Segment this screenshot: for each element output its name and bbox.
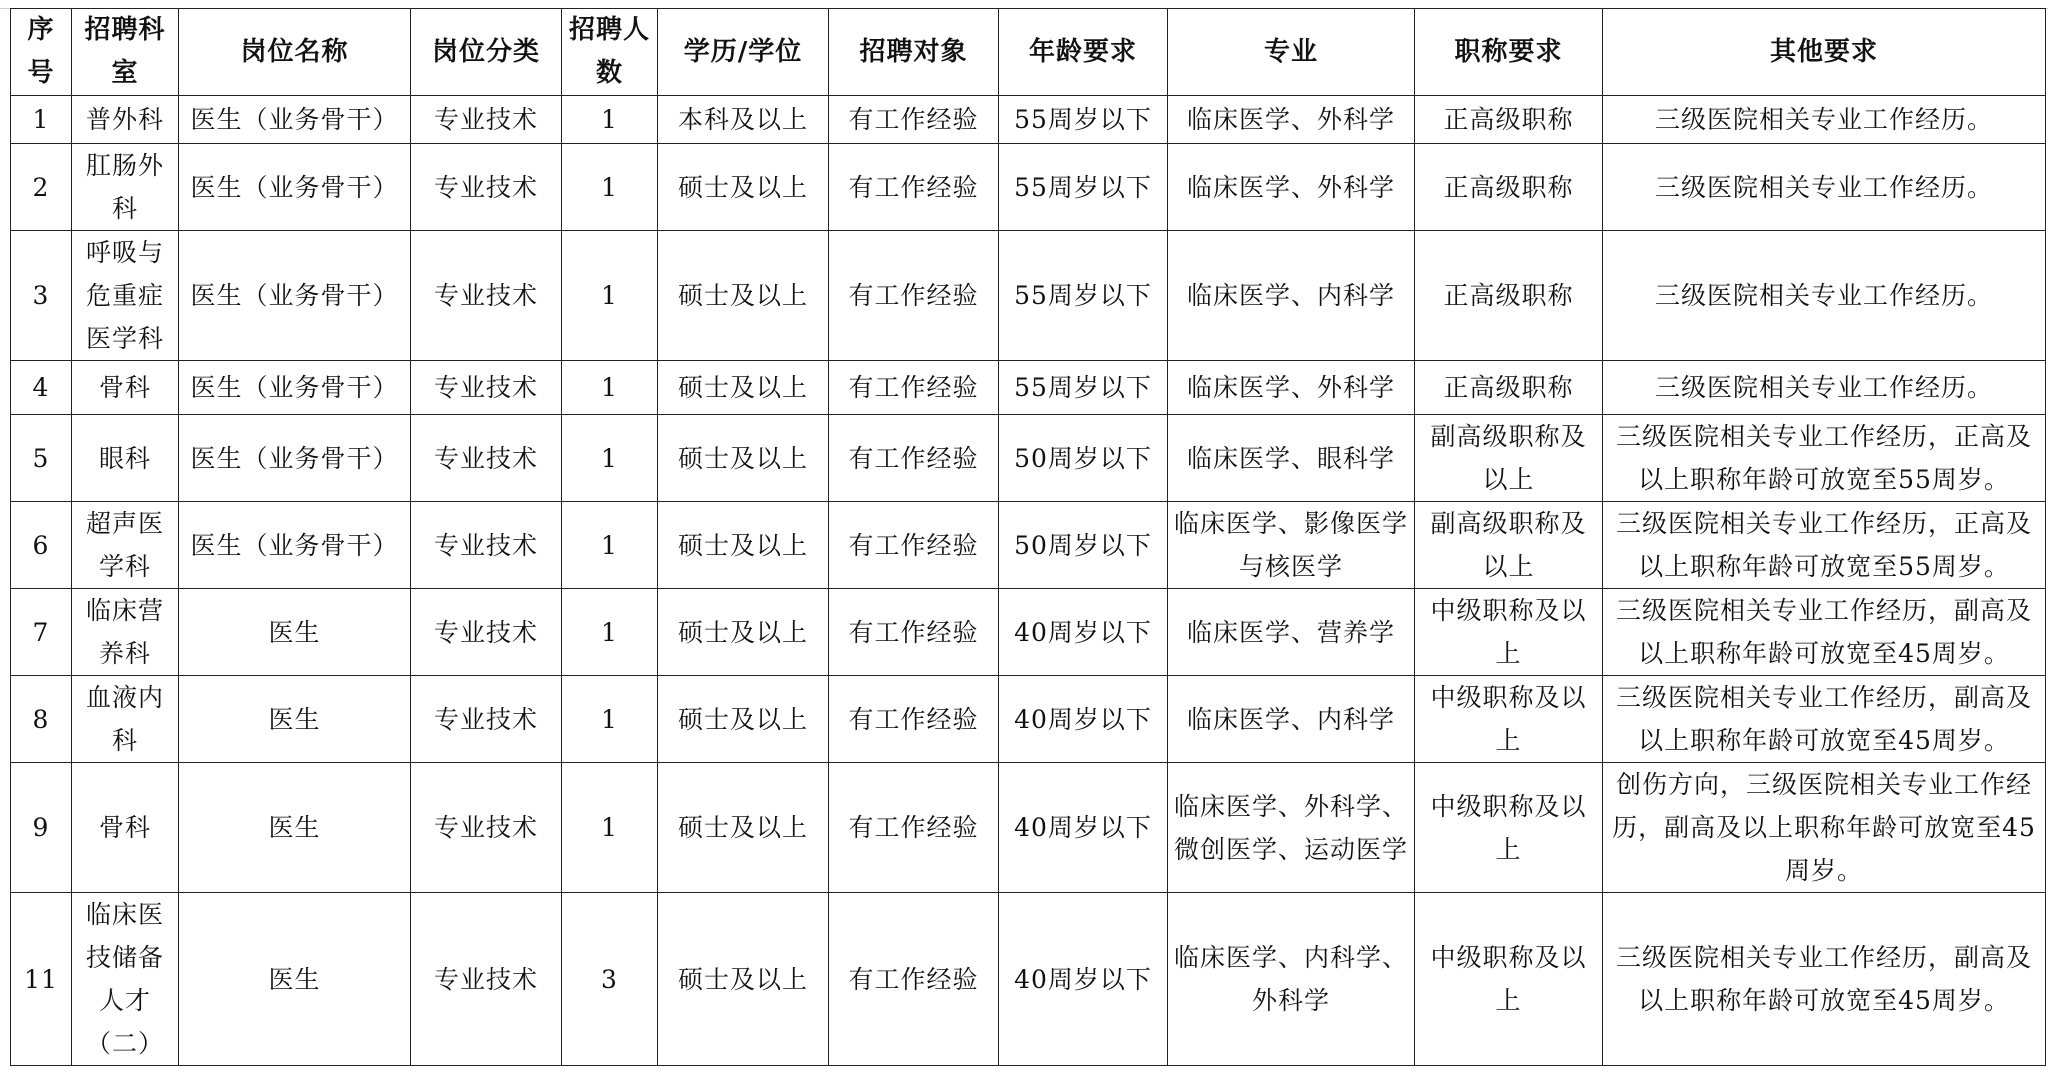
cell-no: 11	[11, 893, 72, 1066]
cell-other: 创伤方向，三级医院相关专业工作经历，副高及以上职称年龄可放宽至45周岁。	[1603, 763, 2046, 893]
cell-education: 硕士及以上	[658, 589, 829, 676]
cell-target: 有工作经验	[829, 96, 999, 144]
cell-title: 副高级职称及以上	[1415, 415, 1603, 502]
column-header: 招聘人数	[562, 9, 658, 96]
cell-dept: 普外科	[72, 96, 179, 144]
cell-title: 副高级职称及以上	[1415, 502, 1603, 589]
cell-category: 专业技术	[411, 144, 562, 231]
cell-category: 专业技术	[411, 361, 562, 415]
cell-other: 三级医院相关专业工作经历，副高及以上职称年龄可放宽至45周岁。	[1603, 589, 2046, 676]
cell-education: 硕士及以上	[658, 676, 829, 763]
cell-target: 有工作经验	[829, 502, 999, 589]
cell-other: 三级医院相关专业工作经历。	[1603, 144, 2046, 231]
table-row	[11, 144, 2046, 231]
column-header: 序号	[11, 9, 72, 96]
cell-dept: 呼吸与危重症医学科	[72, 231, 179, 361]
cell-age: 55周岁以下	[999, 96, 1168, 144]
cell-position: 医生	[179, 893, 411, 1066]
cell-no: 9	[11, 763, 72, 893]
table-row	[11, 502, 2046, 589]
cell-count: 1	[562, 361, 658, 415]
column-header: 其他要求	[1603, 9, 2046, 96]
cell-category: 专业技术	[411, 231, 562, 361]
cell-category: 专业技术	[411, 502, 562, 589]
cell-major: 临床医学、外科学	[1168, 144, 1415, 231]
cell-no: 5	[11, 415, 72, 502]
cell-position: 医生	[179, 589, 411, 676]
table-row	[11, 763, 2046, 893]
cell-major: 临床医学、内科学、外科学	[1168, 893, 1415, 1066]
cell-dept: 肛肠外科	[72, 144, 179, 231]
column-header: 专业	[1168, 9, 1415, 96]
cell-education: 硕士及以上	[658, 763, 829, 893]
table-row	[11, 361, 2046, 415]
table-row	[11, 676, 2046, 763]
cell-education: 硕士及以上	[658, 144, 829, 231]
cell-dept: 超声医学科	[72, 502, 179, 589]
cell-age: 50周岁以下	[999, 502, 1168, 589]
cell-major: 临床医学、外科学	[1168, 96, 1415, 144]
cell-category: 专业技术	[411, 96, 562, 144]
cell-age: 40周岁以下	[999, 676, 1168, 763]
cell-education: 硕士及以上	[658, 415, 829, 502]
cell-target: 有工作经验	[829, 144, 999, 231]
cell-category: 专业技术	[411, 763, 562, 893]
cell-count: 1	[562, 231, 658, 361]
cell-title: 正高级职称	[1415, 96, 1603, 144]
cell-count: 3	[562, 893, 658, 1066]
cell-other: 三级医院相关专业工作经历，副高及以上职称年龄可放宽至45周岁。	[1603, 676, 2046, 763]
cell-major: 临床医学、外科学	[1168, 361, 1415, 415]
cell-other: 三级医院相关专业工作经历。	[1603, 361, 2046, 415]
cell-category: 专业技术	[411, 589, 562, 676]
cell-dept: 骨科	[72, 361, 179, 415]
table-header	[11, 9, 2046, 96]
cell-count: 1	[562, 144, 658, 231]
cell-title: 中级职称及以上	[1415, 893, 1603, 1066]
cell-count: 1	[562, 763, 658, 893]
cell-title: 中级职称及以上	[1415, 763, 1603, 893]
cell-target: 有工作经验	[829, 763, 999, 893]
cell-category: 专业技术	[411, 415, 562, 502]
cell-title: 正高级职称	[1415, 361, 1603, 415]
column-header: 招聘对象	[829, 9, 999, 96]
cell-count: 1	[562, 589, 658, 676]
cell-education: 硕士及以上	[658, 893, 829, 1066]
cell-age: 40周岁以下	[999, 893, 1168, 1066]
cell-dept: 临床医技储备人才（二）	[72, 893, 179, 1066]
cell-other: 三级医院相关专业工作经历，正高及以上职称年龄可放宽至55周岁。	[1603, 502, 2046, 589]
cell-education: 本科及以上	[658, 96, 829, 144]
cell-count: 1	[562, 502, 658, 589]
cell-major: 临床医学、影像医学与核医学	[1168, 502, 1415, 589]
cell-major: 临床医学、内科学	[1168, 676, 1415, 763]
table-row	[11, 231, 2046, 361]
cell-other: 三级医院相关专业工作经历。	[1603, 231, 2046, 361]
cell-target: 有工作经验	[829, 676, 999, 763]
cell-no: 4	[11, 361, 72, 415]
cell-education: 硕士及以上	[658, 502, 829, 589]
cell-title: 中级职称及以上	[1415, 676, 1603, 763]
cell-major: 临床医学、外科学、微创医学、运动医学	[1168, 763, 1415, 893]
cell-category: 专业技术	[411, 676, 562, 763]
cell-other: 三级医院相关专业工作经历，副高及以上职称年龄可放宽至45周岁。	[1603, 893, 2046, 1066]
cell-dept: 骨科	[72, 763, 179, 893]
cell-no: 6	[11, 502, 72, 589]
column-header: 招聘科室	[72, 9, 179, 96]
cell-age: 55周岁以下	[999, 361, 1168, 415]
cell-position: 医生（业务骨干）	[179, 415, 411, 502]
cell-age: 40周岁以下	[999, 763, 1168, 893]
cell-major: 临床医学、营养学	[1168, 589, 1415, 676]
cell-education: 硕士及以上	[658, 361, 829, 415]
header-row	[11, 9, 2046, 96]
cell-major: 临床医学、内科学	[1168, 231, 1415, 361]
column-header: 岗位名称	[179, 9, 411, 96]
table-row	[11, 589, 2046, 676]
cell-position: 医生	[179, 676, 411, 763]
cell-age: 55周岁以下	[999, 144, 1168, 231]
cell-position: 医生（业务骨干）	[179, 231, 411, 361]
cell-target: 有工作经验	[829, 893, 999, 1066]
cell-target: 有工作经验	[829, 231, 999, 361]
cell-no: 7	[11, 589, 72, 676]
cell-title: 正高级职称	[1415, 144, 1603, 231]
cell-education: 硕士及以上	[658, 231, 829, 361]
column-header: 岗位分类	[411, 9, 562, 96]
recruitment-table	[10, 8, 2046, 1066]
cell-count: 1	[562, 96, 658, 144]
cell-no: 3	[11, 231, 72, 361]
cell-position: 医生	[179, 763, 411, 893]
cell-dept: 血液内科	[72, 676, 179, 763]
cell-other: 三级医院相关专业工作经历。	[1603, 96, 2046, 144]
cell-no: 1	[11, 96, 72, 144]
cell-count: 1	[562, 676, 658, 763]
cell-target: 有工作经验	[829, 589, 999, 676]
table-row	[11, 893, 2046, 1066]
cell-position: 医生（业务骨干）	[179, 361, 411, 415]
table-row	[11, 96, 2046, 144]
cell-title: 中级职称及以上	[1415, 589, 1603, 676]
cell-age: 40周岁以下	[999, 589, 1168, 676]
cell-target: 有工作经验	[829, 361, 999, 415]
cell-count: 1	[562, 415, 658, 502]
cell-category: 专业技术	[411, 893, 562, 1066]
cell-no: 2	[11, 144, 72, 231]
column-header: 职称要求	[1415, 9, 1603, 96]
cell-other: 三级医院相关专业工作经历，正高及以上职称年龄可放宽至55周岁。	[1603, 415, 2046, 502]
cell-age: 50周岁以下	[999, 415, 1168, 502]
cell-no: 8	[11, 676, 72, 763]
column-header: 学历/学位	[658, 9, 829, 96]
cell-dept: 临床营养科	[72, 589, 179, 676]
cell-position: 医生（业务骨干）	[179, 502, 411, 589]
cell-position: 医生（业务骨干）	[179, 96, 411, 144]
cell-age: 55周岁以下	[999, 231, 1168, 361]
table-row	[11, 415, 2046, 502]
cell-title: 正高级职称	[1415, 231, 1603, 361]
cell-major: 临床医学、眼科学	[1168, 415, 1415, 502]
column-header: 年龄要求	[999, 9, 1168, 96]
cell-target: 有工作经验	[829, 415, 999, 502]
cell-dept: 眼科	[72, 415, 179, 502]
cell-position: 医生（业务骨干）	[179, 144, 411, 231]
table-body	[11, 96, 2046, 1066]
